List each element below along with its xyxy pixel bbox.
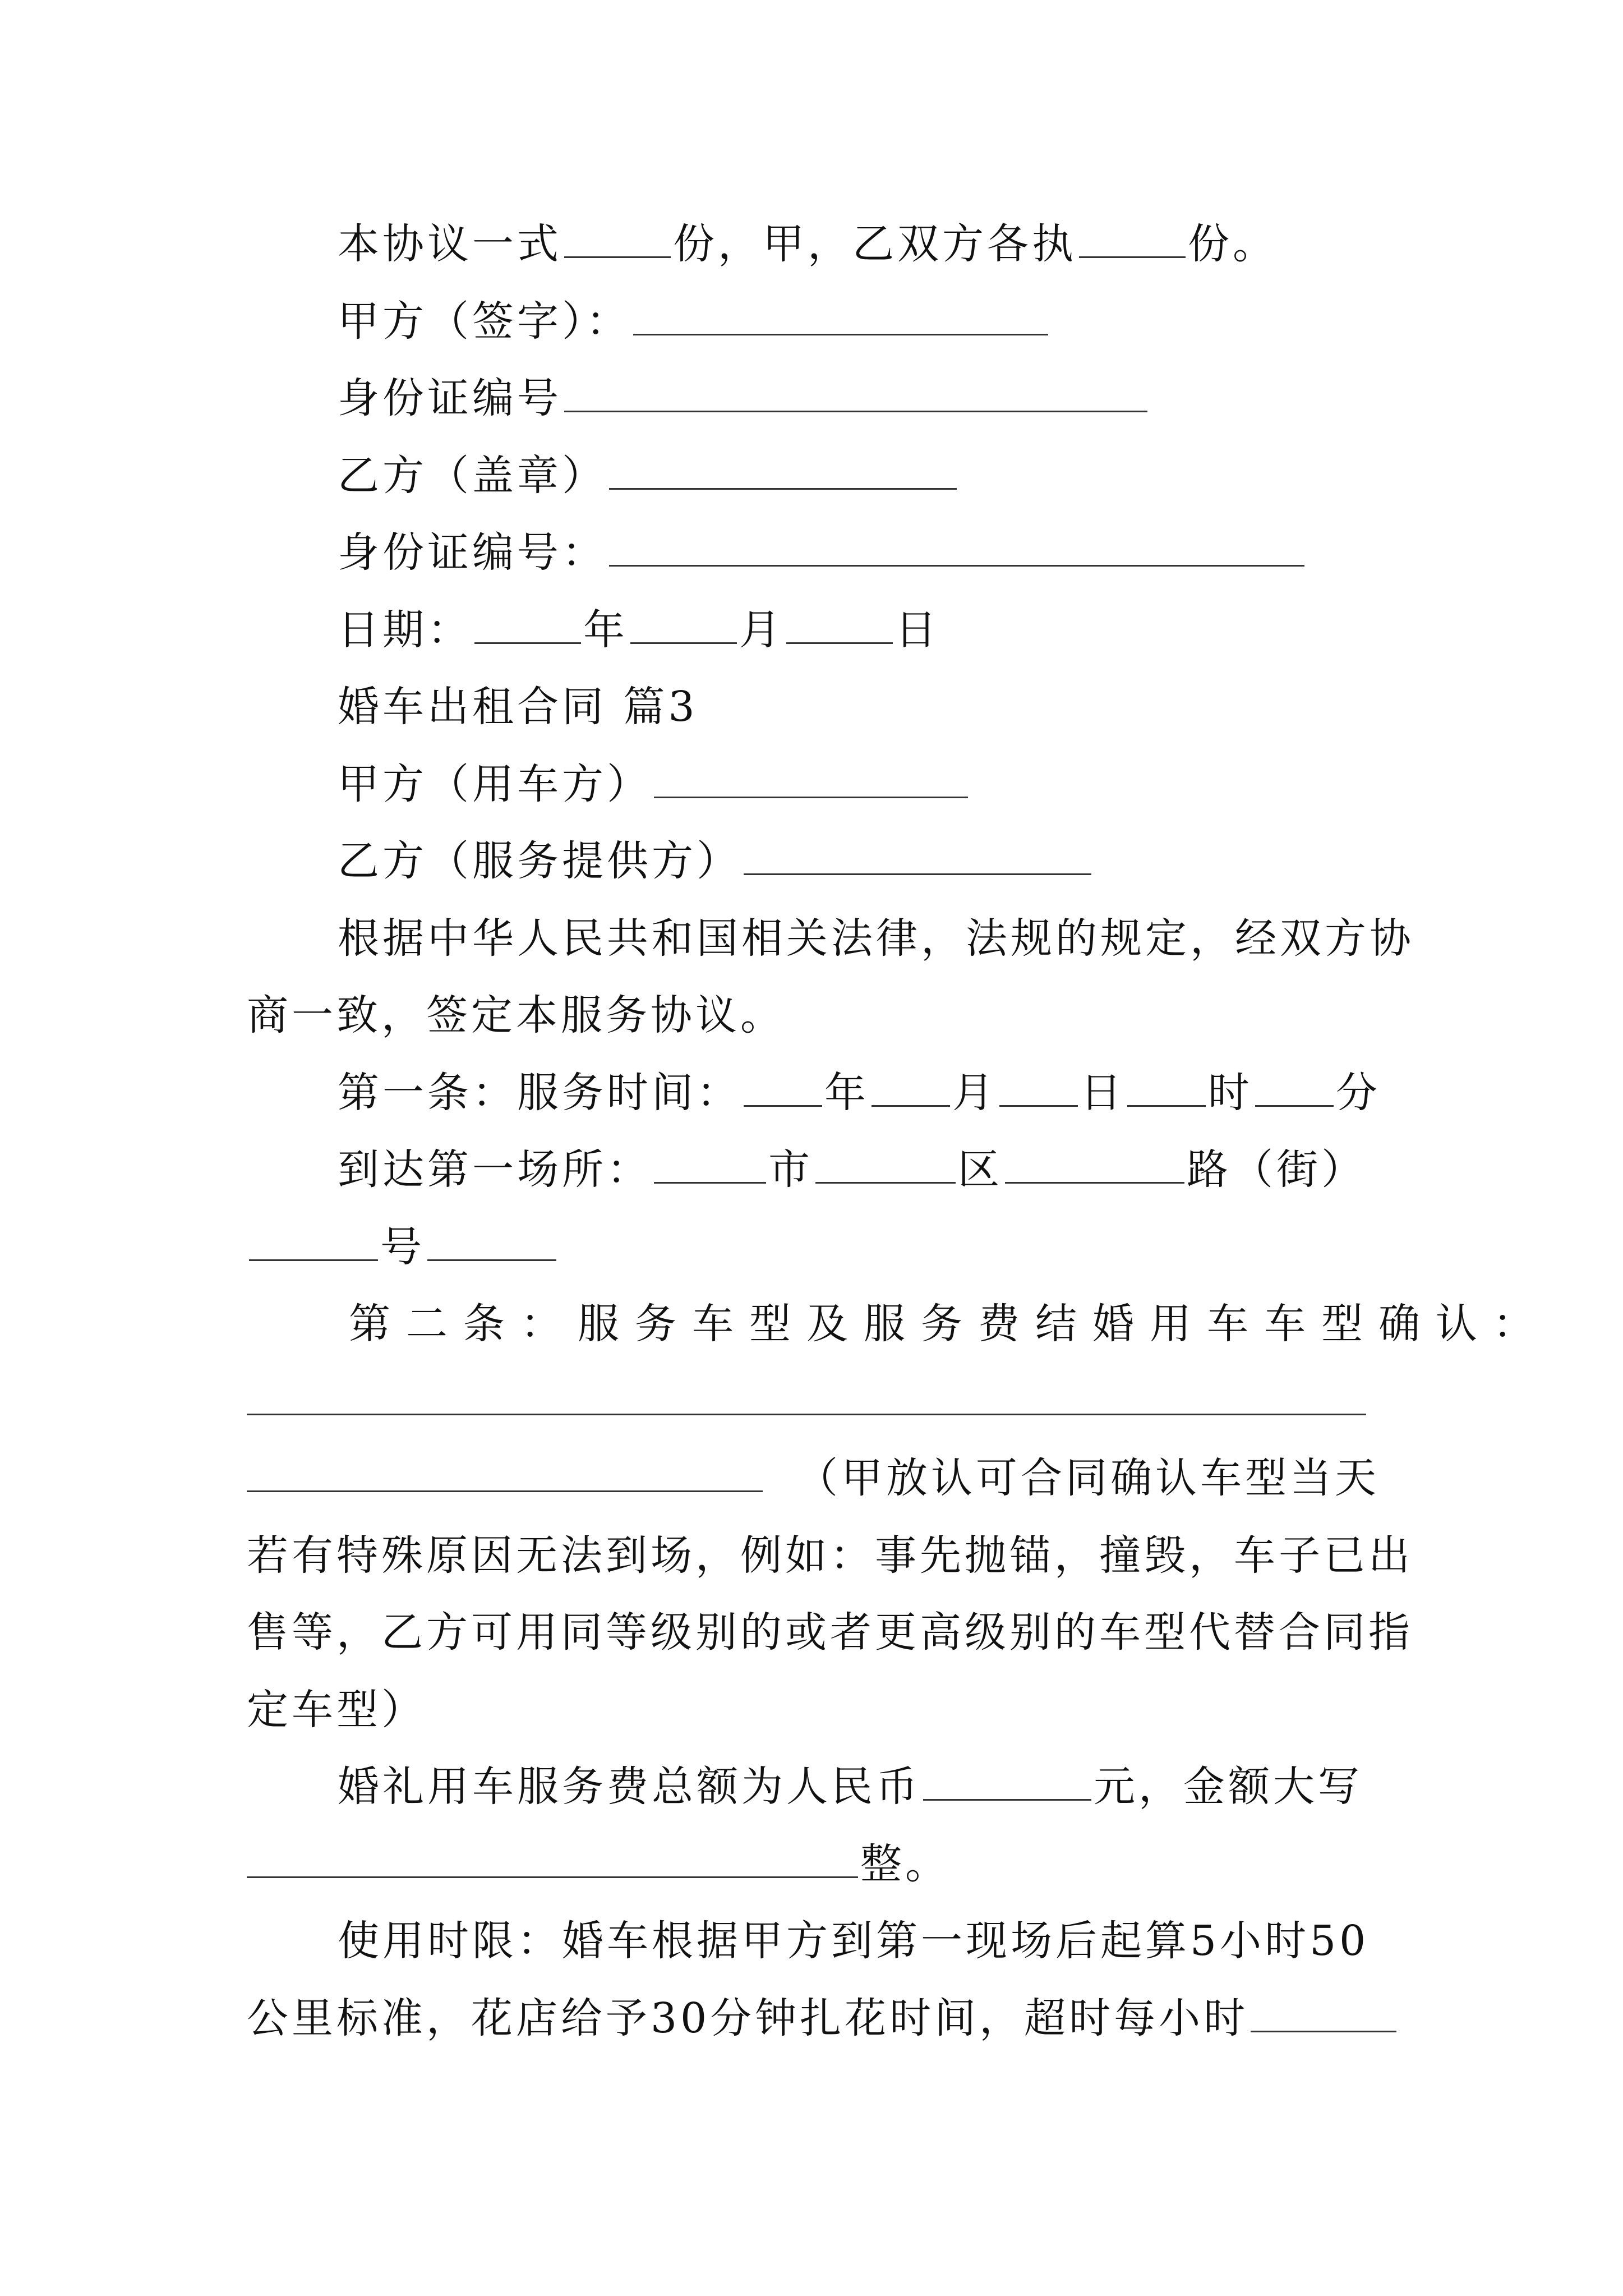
- party-b-seal-line: [0, 445, 1623, 507]
- blank-field: [744, 833, 1091, 875]
- blank-field: [999, 1065, 1078, 1107]
- text: 月: [739, 606, 784, 654]
- text: 根据中华人民共和国相关法律，法规的规定，经双方协: [338, 914, 1414, 963]
- text: 元，金额大写: [1094, 1763, 1363, 1811]
- article-two-line: [0, 1293, 1623, 1355]
- copies-line: [0, 213, 1623, 275]
- text: 区: [958, 1145, 1003, 1194]
- text: 市: [768, 1145, 813, 1194]
- text: 日期：: [338, 606, 472, 654]
- text: 婚礼用车服务费总额为人民币: [338, 1763, 921, 1811]
- blank-field: [247, 1450, 763, 1492]
- text: 年: [583, 606, 628, 654]
- text: 售等，乙方可用同等级别的或者更高级别的车型代替合同指: [247, 1608, 1413, 1657]
- blank-field: [786, 602, 893, 644]
- overtime-line: [0, 1987, 1623, 2049]
- blank-field: [654, 1142, 766, 1184]
- first-venue-line: [0, 1139, 1623, 1200]
- blank-field: [1005, 1142, 1184, 1184]
- blank-field: [872, 1065, 950, 1107]
- blank-field: [564, 370, 1147, 412]
- text: 年: [824, 1069, 869, 1117]
- blank-field: [609, 524, 1304, 567]
- text: 公里标准，花店给予30分钟扎花时间，超时每小时: [247, 1994, 1249, 2042]
- time-limit-line: [0, 1910, 1623, 1972]
- text: 整。: [860, 1840, 950, 1888]
- party-a-sign-line: [0, 291, 1623, 352]
- blank-field: [744, 1065, 822, 1107]
- text: 日: [895, 606, 940, 654]
- text: 乙方（服务提供方）: [338, 837, 741, 885]
- text: 到达第一场所：: [338, 1145, 652, 1194]
- blank-field: [1255, 1065, 1334, 1107]
- paragraph-line: [0, 1525, 1623, 1586]
- date-line: [0, 599, 1623, 661]
- text: 份，甲，乙双方各执: [673, 220, 1077, 268]
- text: 乙方（盖章）: [338, 452, 607, 500]
- text: 本协议一式: [338, 220, 562, 268]
- blank-field: [247, 1836, 858, 1878]
- text: 号: [380, 1223, 425, 1271]
- blank-field: [633, 293, 1048, 335]
- party-b-id-line: [0, 522, 1623, 583]
- blank-field: [1251, 1990, 1396, 2032]
- paragraph-line: [0, 908, 1623, 969]
- heading-text: 婚车出租合同 篇3: [338, 683, 698, 731]
- blank-field: [815, 1142, 956, 1184]
- blank-field: [654, 756, 968, 798]
- blank-field: [630, 602, 737, 644]
- text: 第一条：服务时间：: [338, 1069, 741, 1117]
- text: 身份证编号: [338, 374, 562, 422]
- service-time-line: [0, 1062, 1623, 1124]
- blank-field: [427, 1219, 556, 1261]
- blank-field: [1127, 1065, 1206, 1107]
- text: 时: [1208, 1069, 1253, 1117]
- blank-field: [474, 602, 581, 644]
- text: 使用时限：婚车根据甲方到第一现场后起算5小时50: [338, 1917, 1370, 1965]
- party-a-id-line: [0, 367, 1623, 429]
- party-b-provider-line: [0, 830, 1623, 892]
- text: 甲方（签字）：: [338, 297, 631, 346]
- text: 第二条：服务车型及服务费结婚用车车型确认：: [349, 1300, 1550, 1348]
- blank-field: [564, 216, 671, 258]
- text: （甲放认可合同确认车型当天: [796, 1454, 1380, 1502]
- paragraph-line: [0, 1602, 1623, 1663]
- text: 身份证编号：: [338, 528, 607, 577]
- car-model-note-line: [0, 1447, 1623, 1509]
- blank-field: [249, 1219, 378, 1261]
- party-a-user-line: [0, 753, 1623, 815]
- text: 路（街）: [1187, 1145, 1366, 1194]
- blank-field: [1079, 216, 1186, 258]
- text: 定车型）: [247, 1686, 426, 1734]
- text: 若有特殊原因无法到场，例如：事先抛锚，撞毁，车子已出: [247, 1531, 1413, 1580]
- blank-field: [609, 448, 957, 490]
- amount-words-line: [0, 1833, 1623, 1895]
- paragraph-line: [0, 984, 1623, 1046]
- text: 商一致，签定本服务协议。: [247, 991, 785, 1039]
- text: 份。: [1188, 220, 1278, 268]
- blank-field: [923, 1759, 1091, 1801]
- service-fee-line: [0, 1756, 1623, 1818]
- text: 分: [1336, 1069, 1381, 1117]
- text: 甲方（用车方）: [338, 760, 652, 808]
- text: 日: [1080, 1069, 1125, 1117]
- house-number-line: [0, 1216, 1623, 1278]
- section-heading: [0, 676, 1623, 738]
- paragraph-line: [0, 1679, 1623, 1741]
- blank-rule: [247, 1414, 1366, 1415]
- text: 月: [952, 1069, 997, 1117]
